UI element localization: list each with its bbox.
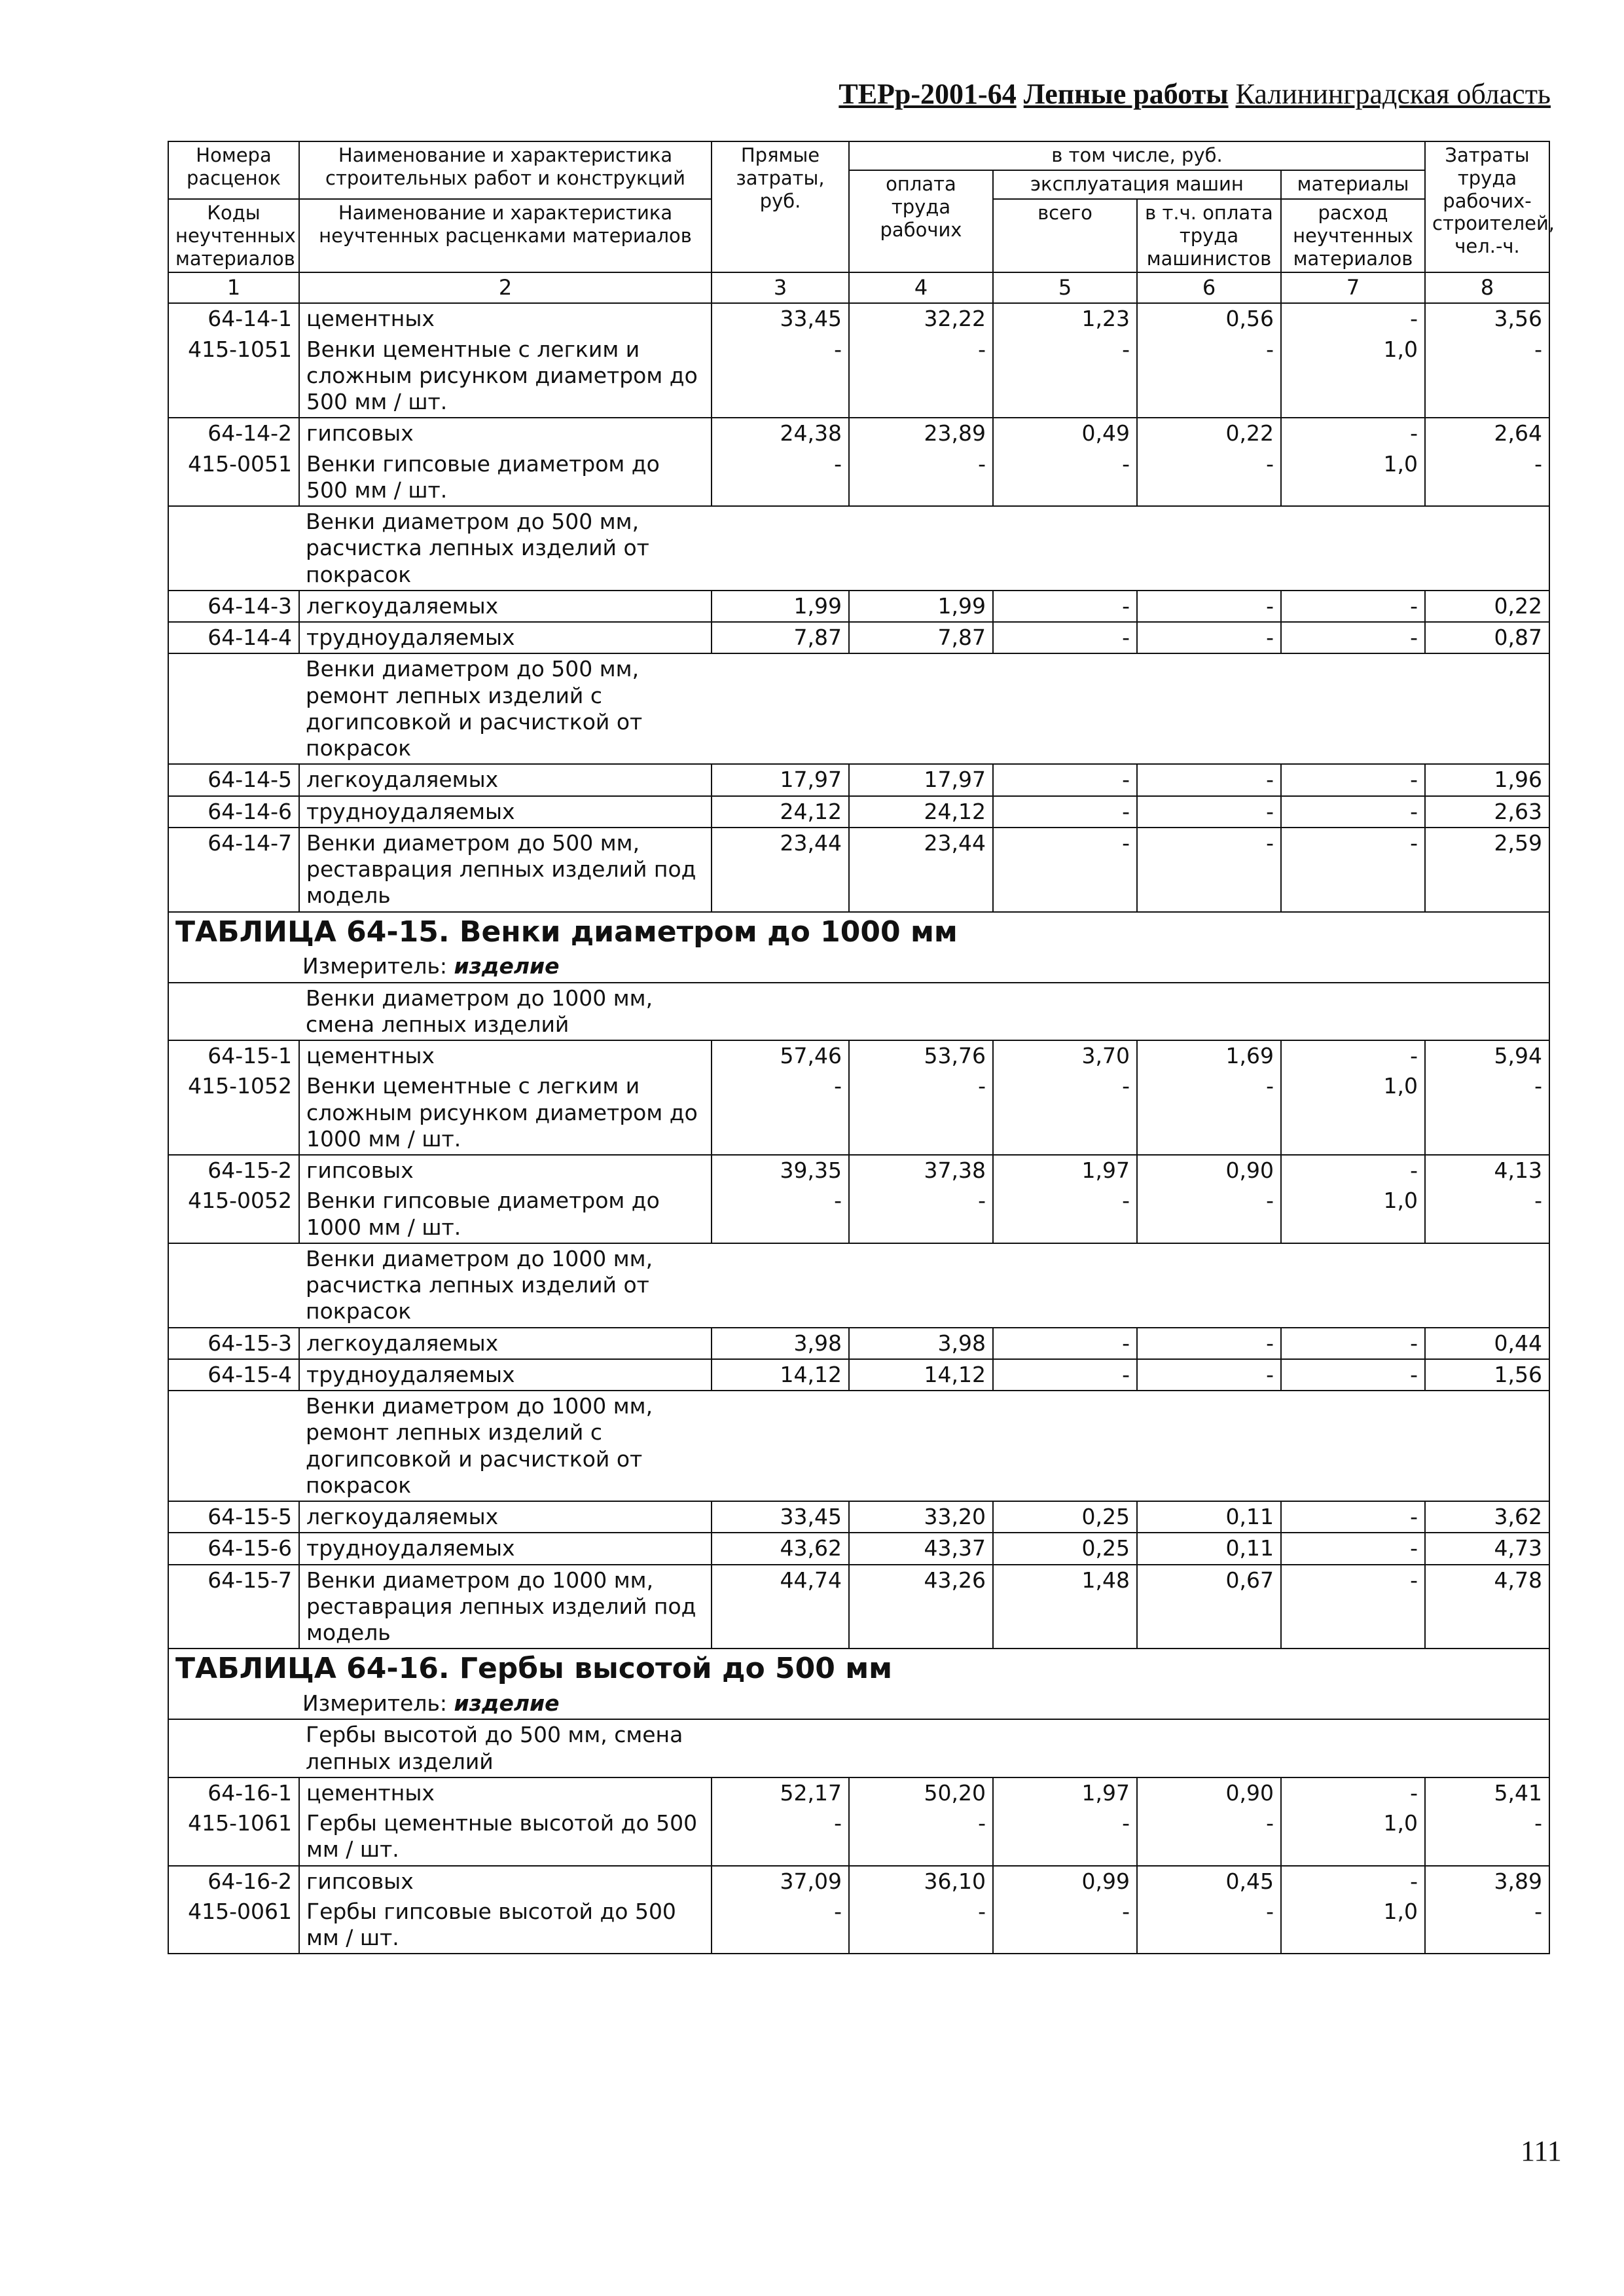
group-description: Гербы высотой до 500 мм, смена лепных изделий: [299, 1719, 1549, 1777]
column-number: 6: [1137, 272, 1281, 303]
rate-code: 64-16-1: [168, 1777, 299, 1808]
rate-name: Венки цементные с легким и сложным рисунком диаметром до 1000 мм / шт.: [299, 1071, 712, 1155]
rate-code: 64-14-5: [168, 764, 299, 795]
material-usage: -: [1281, 1155, 1425, 1186]
material-row: [168, 1186, 1549, 1243]
wages: -: [849, 1071, 993, 1155]
direct-costs: 39,35: [712, 1155, 849, 1186]
labor-costs: 2,63: [1425, 796, 1549, 828]
machines-total: 1,23: [993, 303, 1137, 334]
material-usage: 1,0: [1281, 1808, 1425, 1866]
column-number: 1: [168, 272, 299, 303]
direct-costs: 52,17: [712, 1777, 849, 1808]
machines-total: -: [993, 1186, 1137, 1243]
wages: 36,10: [849, 1866, 993, 1897]
direct-costs: 37,09: [712, 1866, 849, 1897]
rate-code: 64-14-6: [168, 796, 299, 828]
meter-row: [168, 951, 1549, 982]
column-number: 5: [993, 272, 1137, 303]
rate-code: 415-0061: [168, 1897, 299, 1954]
rate-code: 64-15-2: [168, 1155, 299, 1186]
header-rate-numbers: Номера расценок: [168, 141, 299, 199]
material-usage: -: [1281, 303, 1425, 334]
page-number: 111: [1521, 2135, 1562, 2167]
labor-costs: 5,94: [1425, 1040, 1549, 1071]
machinist-wages: -: [1137, 1359, 1281, 1391]
header-wages: оплата труда рабочих: [849, 170, 993, 272]
labor-costs: 1,96: [1425, 764, 1549, 795]
material-usage: -: [1281, 1565, 1425, 1649]
meter-cell: [168, 1688, 1549, 1719]
labor-costs: 5,41: [1425, 1777, 1549, 1808]
machinist-wages: -: [1137, 1808, 1281, 1866]
machines-total: -: [993, 796, 1137, 828]
machinist-wages: 0,90: [1137, 1155, 1281, 1186]
rate-name: трудноудаляемых: [299, 1533, 712, 1564]
machinist-wages: 0,67: [1137, 1565, 1281, 1649]
machinist-wages: -: [1137, 1186, 1281, 1243]
wages: 1,99: [849, 591, 993, 622]
labor-costs: 3,89: [1425, 1866, 1549, 1897]
table-title: ТАБЛИЦА 64-15. Венки диаметром до 1000 мм: [168, 912, 1549, 952]
rate-row: [168, 828, 1549, 912]
rate-name: Гербы гипсовые высотой до 500 мм / шт.: [299, 1897, 712, 1954]
header-code: ТЕРр-2001-64: [839, 78, 1017, 110]
meter-label: Измеритель:: [302, 1690, 448, 1717]
machinist-wages: -: [1137, 622, 1281, 653]
wages: 43,26: [849, 1565, 993, 1649]
group-description: Венки диаметром до 1000 мм, расчистка лепных изделий от покрасок: [299, 1243, 1549, 1328]
empty-code-cell: [168, 983, 299, 1041]
rate-row: [168, 622, 1549, 653]
material-row: [168, 1897, 1549, 1954]
material-usage: -: [1281, 1359, 1425, 1391]
machines-total: 0,25: [993, 1501, 1137, 1533]
wages: 50,20: [849, 1777, 993, 1808]
material-usage: -: [1281, 764, 1425, 795]
rate-row: [168, 1040, 1549, 1071]
rate-code: 64-15-3: [168, 1328, 299, 1359]
meter-label: Измеритель:: [302, 953, 448, 979]
rate-name: цементных: [299, 1777, 712, 1808]
material-usage: 1,0: [1281, 1186, 1425, 1243]
header-machines-total: всего: [993, 199, 1137, 272]
rate-code: 64-14-4: [168, 622, 299, 653]
rate-row: [168, 1533, 1549, 1564]
rate-row: [168, 418, 1549, 448]
machines-total: -: [993, 622, 1137, 653]
machines-total: -: [993, 591, 1137, 622]
rate-name: гипсовых: [299, 418, 712, 448]
machinist-wages: -: [1137, 1897, 1281, 1954]
machinist-wages: -: [1137, 828, 1281, 912]
direct-costs: 57,46: [712, 1040, 849, 1071]
machines-total: 1,48: [993, 1565, 1137, 1649]
wages: -: [849, 1186, 993, 1243]
rate-name: легкоудаляемых: [299, 1501, 712, 1533]
rate-name: трудноудаляемых: [299, 796, 712, 828]
material-usage: -: [1281, 828, 1425, 912]
machines-total: -: [993, 1328, 1137, 1359]
machines-total: 0,49: [993, 418, 1137, 448]
material-usage: -: [1281, 418, 1425, 448]
direct-costs: 1,99: [712, 591, 849, 622]
rate-row: [168, 1866, 1549, 1897]
machinist-wages: 0,90: [1137, 1777, 1281, 1808]
header-including: в том числе, руб.: [849, 141, 1425, 170]
labor-costs: 1,56: [1425, 1359, 1549, 1391]
direct-costs: -: [712, 1071, 849, 1155]
rate-row: [168, 1359, 1549, 1391]
rate-row: [168, 1328, 1549, 1359]
column-number: 4: [849, 272, 993, 303]
group-description: Венки диаметром до 500 мм, расчистка лепных изделий от покрасок: [299, 506, 1549, 591]
wages: 33,20: [849, 1501, 993, 1533]
group-description-row: [168, 1719, 1549, 1777]
direct-costs: 17,97: [712, 764, 849, 795]
machines-total: -: [993, 449, 1137, 507]
material-usage: -: [1281, 1777, 1425, 1808]
wages: 7,87: [849, 622, 993, 653]
rate-name: легкоудаляемых: [299, 591, 712, 622]
machines-total: -: [993, 828, 1137, 912]
labor-costs: 4,78: [1425, 1565, 1549, 1649]
group-description-row: [168, 1243, 1549, 1328]
direct-costs: -: [712, 1808, 849, 1866]
machines-total: -: [993, 1808, 1137, 1866]
material-row: [168, 1808, 1549, 1866]
machinist-wages: 1,69: [1137, 1040, 1281, 1071]
direct-costs: 33,45: [712, 1501, 849, 1533]
labor-costs: -: [1425, 449, 1549, 507]
rate-code: 64-14-3: [168, 591, 299, 622]
material-usage: -: [1281, 1040, 1425, 1071]
group-description: Венки диаметром до 1000 мм, ремонт лепных изделий с догипсовкой и расчисткой от покрасок: [299, 1391, 1549, 1501]
labor-costs: 3,62: [1425, 1501, 1549, 1533]
rate-name: Венки гипсовые диаметром до 1000 мм / шт.: [299, 1186, 712, 1243]
rate-row: [168, 1777, 1549, 1808]
rate-name: легкоудаляемых: [299, 764, 712, 795]
group-description: Венки диаметром до 1000 мм, смена лепных изделий: [299, 983, 1549, 1041]
rate-code: 64-15-5: [168, 1501, 299, 1533]
material-usage: -: [1281, 591, 1425, 622]
machinist-wages: 0,11: [1137, 1501, 1281, 1533]
header-material-codes: Коды неучтенных материалов: [168, 199, 299, 272]
rate-name: цементных: [299, 303, 712, 334]
material-usage: -: [1281, 1866, 1425, 1897]
header-machines: эксплуатация машин: [993, 170, 1281, 199]
machinist-wages: -: [1137, 591, 1281, 622]
header-labor-costs: Затраты труда рабочих-строителей, чел.-ч.: [1425, 141, 1549, 272]
labor-costs: 0,44: [1425, 1328, 1549, 1359]
meter-value: изделие: [454, 953, 560, 979]
wages: 32,22: [849, 303, 993, 334]
group-description-row: [168, 506, 1549, 591]
machinist-wages: -: [1137, 1071, 1281, 1155]
direct-costs: 33,45: [712, 303, 849, 334]
labor-costs: -: [1425, 1186, 1549, 1243]
direct-costs: -: [712, 335, 849, 418]
rate-code: 415-1052: [168, 1071, 299, 1155]
empty-code-cell: [168, 1391, 299, 1501]
wages: -: [849, 449, 993, 507]
machines-total: -: [993, 1897, 1137, 1954]
rate-code: 64-14-2: [168, 418, 299, 448]
wages: 37,38: [849, 1155, 993, 1186]
document-header: [839, 77, 1551, 111]
group-description-row: [168, 983, 1549, 1041]
direct-costs: -: [712, 1186, 849, 1243]
rate-code: 64-14-7: [168, 828, 299, 912]
material-row: [168, 335, 1549, 418]
header-machinist-wages: в т.ч. оплата труда машинистов: [1137, 199, 1281, 272]
labor-costs: -: [1425, 1808, 1549, 1866]
column-number: 3: [712, 272, 849, 303]
empty-code-cell: [168, 506, 299, 591]
labor-costs: 0,22: [1425, 591, 1549, 622]
machines-total: -: [993, 1071, 1137, 1155]
rate-row: [168, 1501, 1549, 1533]
rate-name: гипсовых: [299, 1866, 712, 1897]
material-row: [168, 1071, 1549, 1155]
rate-row: [168, 764, 1549, 795]
wages: 23,44: [849, 828, 993, 912]
labor-costs: 3,56: [1425, 303, 1549, 334]
rate-code: 64-15-1: [168, 1040, 299, 1071]
machinist-wages: 0,45: [1137, 1866, 1281, 1897]
rate-code: 415-1061: [168, 1808, 299, 1866]
machinist-wages: 0,22: [1137, 418, 1281, 448]
machinist-wages: -: [1137, 449, 1281, 507]
rate-code: 64-15-7: [168, 1565, 299, 1649]
rate-code: 64-16-2: [168, 1866, 299, 1897]
group-description-row: [168, 653, 1549, 764]
machines-total: 3,70: [993, 1040, 1137, 1071]
material-usage: 1,0: [1281, 449, 1425, 507]
machinist-wages: -: [1137, 335, 1281, 418]
labor-costs: 4,13: [1425, 1155, 1549, 1186]
direct-costs: 14,12: [712, 1359, 849, 1391]
material-usage: 1,0: [1281, 1071, 1425, 1155]
machinist-wages: 0,56: [1137, 303, 1281, 334]
rate-name: Венки цементные с легким и сложным рисунком диаметром до 500 мм / шт.: [299, 335, 712, 418]
column-numbers-row: [168, 272, 1549, 303]
material-usage: -: [1281, 622, 1425, 653]
column-number: 8: [1425, 272, 1549, 303]
rate-name: трудноудаляемых: [299, 622, 712, 653]
rate-name: цементных: [299, 1040, 712, 1071]
header-materials: материалы: [1281, 170, 1425, 199]
direct-costs: 24,38: [712, 418, 849, 448]
rate-name: Гербы цементные высотой до 500 мм / шт.: [299, 1808, 712, 1866]
rate-name: легкоудаляемых: [299, 1328, 712, 1359]
group-description: Венки диаметром до 500 мм, ремонт лепных изделий с догипсовкой и расчисткой от покрасок: [299, 653, 1549, 764]
wages: 14,12: [849, 1359, 993, 1391]
header-material-usage: расход неучтенных материалов: [1281, 199, 1425, 272]
machinist-wages: -: [1137, 764, 1281, 795]
rate-code: 415-0051: [168, 449, 299, 507]
direct-costs: 44,74: [712, 1565, 849, 1649]
wages: 3,98: [849, 1328, 993, 1359]
table-title: ТАБЛИЦА 64-16. Гербы высотой до 500 мм: [168, 1649, 1549, 1688]
machines-total: -: [993, 1359, 1137, 1391]
wages: -: [849, 1897, 993, 1954]
machinist-wages: -: [1137, 1328, 1281, 1359]
empty-code-cell: [168, 1719, 299, 1777]
rate-name: Венки диаметром до 1000 мм, реставрация лепных изделий под модель: [299, 1565, 712, 1649]
rate-name: трудноудаляемых: [299, 1359, 712, 1391]
rate-name: гипсовых: [299, 1155, 712, 1186]
direct-costs: 43,62: [712, 1533, 849, 1564]
direct-costs: 23,44: [712, 828, 849, 912]
table-title-row: [168, 912, 1549, 952]
direct-costs: -: [712, 449, 849, 507]
machinist-wages: 0,11: [1137, 1533, 1281, 1564]
table-body: [168, 303, 1549, 1954]
material-usage: -: [1281, 796, 1425, 828]
direct-costs: 24,12: [712, 796, 849, 828]
direct-costs: 7,87: [712, 622, 849, 653]
material-usage: 1,0: [1281, 1897, 1425, 1954]
rate-code: 415-0052: [168, 1186, 299, 1243]
machines-total: -: [993, 764, 1137, 795]
direct-costs: 3,98: [712, 1328, 849, 1359]
empty-code-cell: [168, 653, 299, 764]
rate-code: 64-14-1: [168, 303, 299, 334]
meter-row: [168, 1688, 1549, 1719]
labor-costs: 4,73: [1425, 1533, 1549, 1564]
column-number: 7: [1281, 272, 1425, 303]
machines-total: 1,97: [993, 1777, 1137, 1808]
rate-row: [168, 796, 1549, 828]
wages: 17,97: [849, 764, 993, 795]
direct-costs: -: [712, 1897, 849, 1954]
header-section: Лепные работы: [1023, 78, 1229, 110]
machines-total: 1,97: [993, 1155, 1137, 1186]
machines-total: 0,99: [993, 1866, 1137, 1897]
empty-code-cell: [168, 1243, 299, 1328]
material-usage: -: [1281, 1533, 1425, 1564]
rate-name: Венки диаметром до 500 мм, реставрация лепных изделий под модель: [299, 828, 712, 912]
price-table: [168, 141, 1555, 1954]
labor-costs: 0,87: [1425, 622, 1549, 653]
wages: 53,76: [849, 1040, 993, 1071]
rate-row: [168, 303, 1549, 334]
group-description-row: [168, 1391, 1549, 1501]
rate-code: 64-15-6: [168, 1533, 299, 1564]
meter-value: изделие: [454, 1690, 560, 1717]
rate-row: [168, 1155, 1549, 1186]
header-material-names: Наименование и характеристика неучтенных расценками материалов: [299, 199, 712, 272]
table-title-row: [168, 1649, 1549, 1688]
header-direct-costs: Прямые затраты, руб.: [712, 141, 849, 272]
labor-costs: -: [1425, 1897, 1549, 1954]
machinist-wages: -: [1137, 796, 1281, 828]
meter-cell: [168, 951, 1549, 982]
material-usage: 1,0: [1281, 335, 1425, 418]
wages: 43,37: [849, 1533, 993, 1564]
wages: 24,12: [849, 796, 993, 828]
labor-costs: -: [1425, 335, 1549, 418]
material-row: [168, 449, 1549, 507]
wages: -: [849, 1808, 993, 1866]
labor-costs: -: [1425, 1071, 1549, 1155]
material-usage: -: [1281, 1328, 1425, 1359]
labor-costs: 2,64: [1425, 418, 1549, 448]
rate-name: Венки гипсовые диаметром до 500 мм / шт.: [299, 449, 712, 507]
rate-code: 415-1051: [168, 335, 299, 418]
wages: 23,89: [849, 418, 993, 448]
material-usage: -: [1281, 1501, 1425, 1533]
header-work-name: Наименование и характеристика строительных работ и конструкций: [299, 141, 712, 199]
column-number: 2: [299, 272, 712, 303]
labor-costs: 2,59: [1425, 828, 1549, 912]
rate-row: [168, 1565, 1549, 1649]
header-region: Калининградская область: [1235, 78, 1551, 110]
machines-total: 0,25: [993, 1533, 1137, 1564]
machines-total: -: [993, 335, 1137, 418]
wages: -: [849, 335, 993, 418]
rate-row: [168, 591, 1549, 622]
rate-code: 64-15-4: [168, 1359, 299, 1391]
